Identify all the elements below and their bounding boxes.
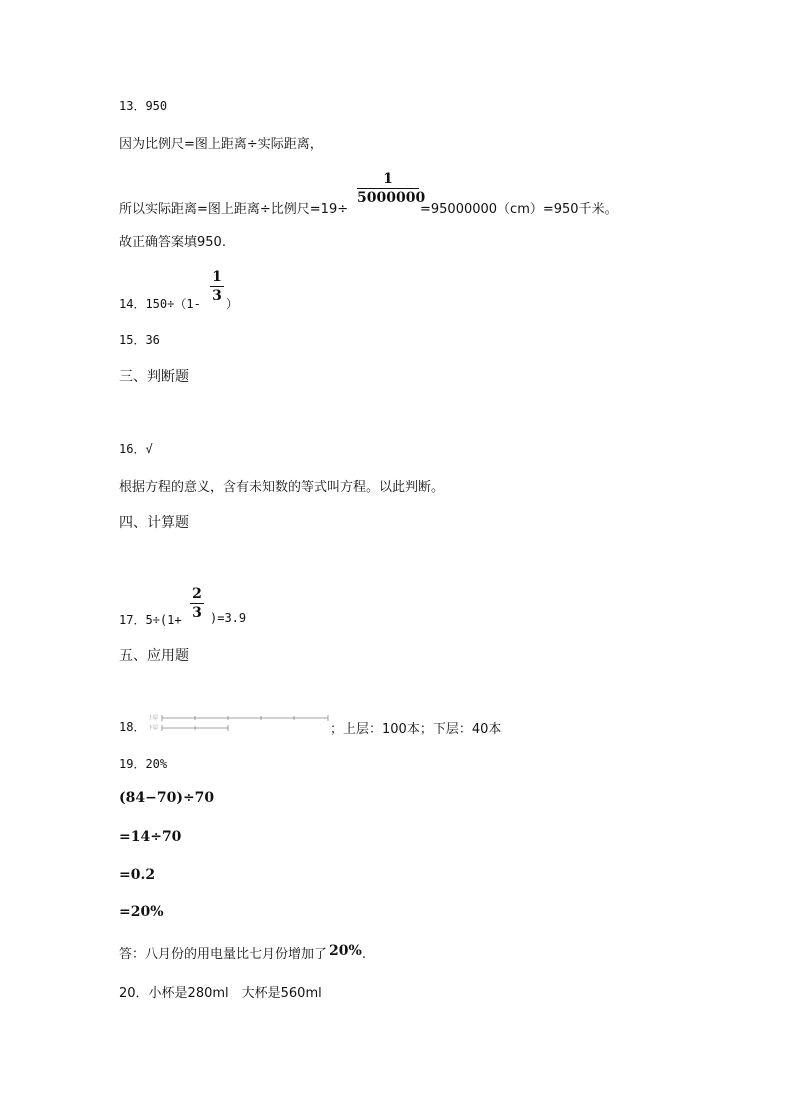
q19-step1: (84−70)÷70	[119, 790, 215, 806]
q14-answer-post: ）	[226, 297, 239, 311]
q18-diagram-bottom-label: 下层	[148, 725, 159, 731]
q13-fraction	[357, 171, 426, 206]
q19-answer-value: 20%	[329, 943, 362, 959]
q17-frac-num: 2	[192, 586, 202, 602]
q20-answer: 20．小杯是280ml 大杯是560ml	[119, 986, 322, 1001]
q18-answer: ；上层：100本；下层：40本	[330, 722, 502, 737]
q15-answer: 15．36	[119, 333, 160, 347]
q19-answer-end: .	[361, 947, 366, 962]
q16-explain: 根据方程的意义，含有未知数的等式叫方程。以此判断。	[119, 480, 445, 495]
q14-frac-den: 3	[212, 288, 222, 304]
q19-step3: =0.2	[119, 867, 156, 883]
q18-line-segment-diagram	[148, 712, 330, 732]
q14-frac-bar	[210, 286, 224, 287]
section-application-title: 五、应用题	[119, 648, 189, 664]
q14-frac-num: 1	[212, 269, 222, 285]
q17-frac-den: 3	[192, 605, 202, 621]
q17-frac-bar	[190, 603, 204, 604]
q14-fraction	[210, 270, 224, 303]
q19-step2: =14÷70	[119, 829, 182, 845]
section-judgement-title: 三、判断题	[119, 369, 189, 385]
q13-explain-line2-post: =95000000（cm）=950千米。	[420, 202, 618, 217]
q14-answer-pre: 14．150÷（1-	[119, 297, 201, 311]
q13-explain-line1: 因为比例尺=图上距离÷实际距离，	[119, 137, 323, 152]
q19-answer-sentence	[119, 943, 366, 962]
q18-diagram-top-label: 上层	[148, 715, 159, 721]
q13-frac-den: 5000000	[357, 190, 426, 206]
q18-label: 18．	[119, 720, 146, 734]
section-calculation-title: 四、计算题	[119, 515, 189, 531]
q13-answer: 13．950	[119, 99, 168, 113]
q13-frac-num: 1	[383, 171, 393, 187]
q13-explain-line2-pre: 所以实际距离=图上距离÷比例尺=19÷	[119, 202, 349, 217]
q19-step4: =20%	[119, 904, 164, 920]
q17-fraction	[190, 587, 204, 620]
q17-answer-post: )=3.9	[210, 611, 247, 625]
q19-answer: 19．20%	[119, 757, 168, 771]
q13-explain-line3: 故正确答案填950.	[119, 235, 226, 250]
q13-frac-bar	[357, 188, 419, 189]
q16-answer: 16．√	[119, 442, 153, 456]
q17-answer-pre: 17．5÷(1+	[119, 613, 182, 627]
q19-answer-text: 答：八月份的用电量比七月份增加了	[119, 947, 328, 962]
